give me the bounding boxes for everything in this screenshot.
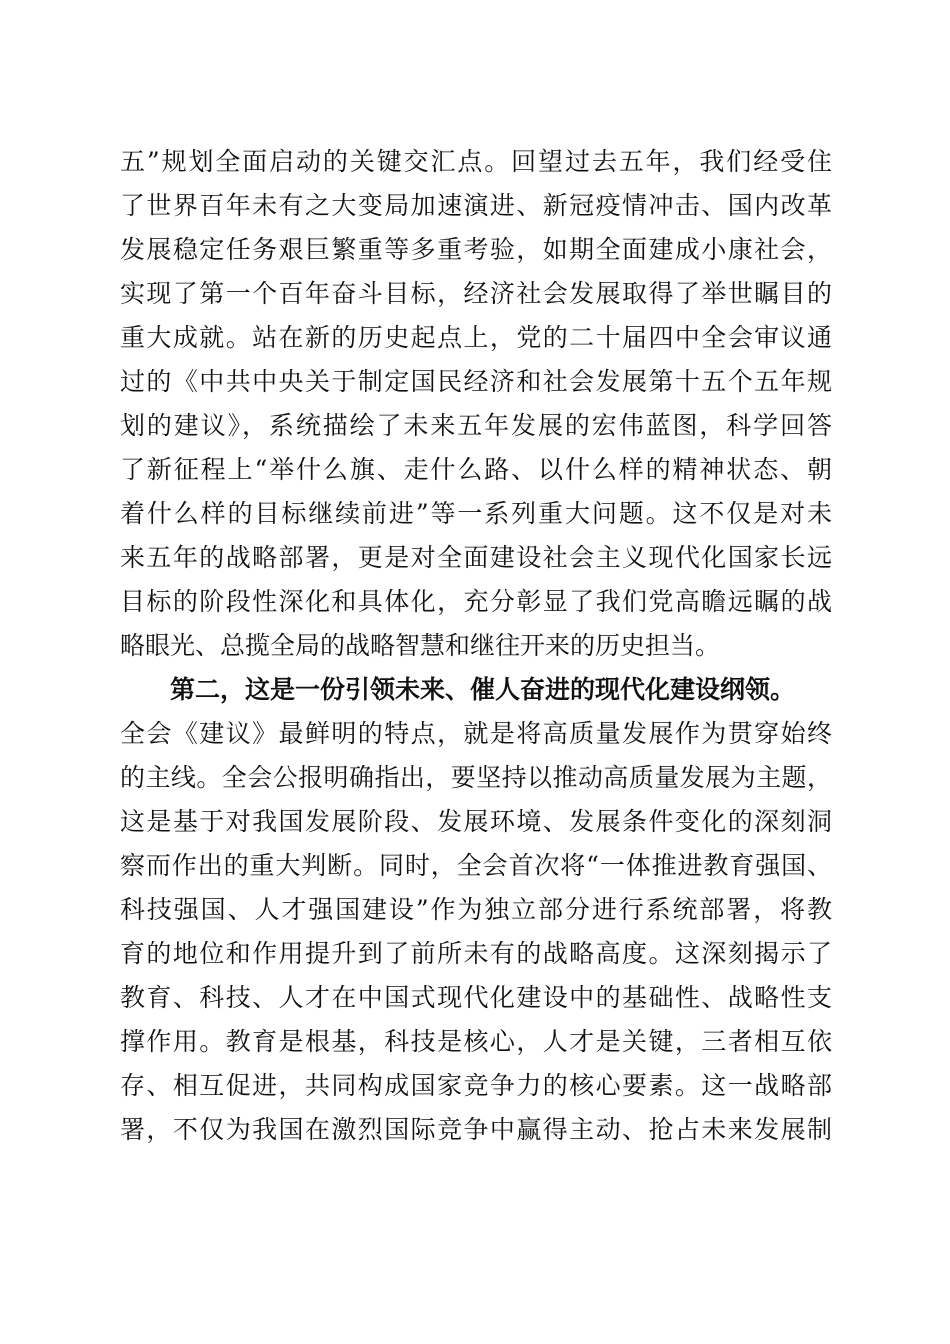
text-line: 着什么样的目标继续前进”等一系列重大问题。这不仅是对未: [120, 499, 832, 528]
section-heading: [120, 668, 832, 712]
text-line: 察而作出的重大判断。同时，全会首次将“一体推进教育强国、: [120, 851, 832, 880]
paragraph-2: [120, 668, 832, 1152]
text-line: 五”规划全面启动的关键交汇点。回望过去五年，我们经受住: [120, 147, 832, 176]
text-line: 科技强国、人才强国建设”作为独立部分进行系统部署，将教: [120, 895, 832, 924]
text-line: 教育、科技、人才在中国式现代化建设中的基础性、战略性支: [120, 983, 832, 1012]
text-line: 过的《中共中央关于制定国民经济和社会发展第十五个五年规: [120, 367, 832, 396]
text-line: 来五年的战略部署，更是对全面建设社会主义现代化国家长远: [120, 543, 832, 572]
text-line: 的主线。全会公报明确指出，要坚持以推动高质量发展为主题，: [120, 763, 832, 792]
text-line: 重大成就。站在新的历史起点上，党的二十届四中全会审议通: [120, 323, 832, 352]
text-line: 了新征程上“举什么旗、走什么路、以什么样的精神状态、朝: [120, 455, 832, 484]
text-line: 撑作用。教育是根基，科技是核心，人才是关键，三者相互依: [120, 1027, 832, 1056]
text-line: 略眼光、总揽全局的战略智慧和继往开来的历史担当。: [120, 631, 721, 660]
body-text: [120, 140, 832, 1152]
text-line: 育的地位和作用提升到了前所未有的战略高度。这深刻揭示了: [120, 939, 832, 968]
text-line: 这是基于对我国发展阶段、发展环境、发展条件变化的深刻洞: [120, 807, 832, 836]
text-line: 实现了第一个百年奋斗目标，经济社会发展取得了举世瞩目的: [120, 279, 832, 308]
text-line: 全会《建议》最鲜明的特点，就是将高质量发展作为贯穿始终: [120, 719, 832, 748]
text-line: 存、相互促进，共同构成国家竞争力的核心要素。这一战略部: [120, 1071, 832, 1100]
text-line: 署，不仅为我国在激烈国际竞争中赢得主动、抢占未来发展制: [120, 1115, 832, 1144]
paragraph-1: [120, 140, 832, 668]
section-heading-text: 第二，这是一份引领未来、催人奋进的现代化建设纲领。: [170, 675, 796, 704]
text-line: 划的建议》，系统描绘了未来五年发展的宏伟蓝图，科学回答: [120, 411, 832, 440]
text-line: 发展稳定任务艰巨繁重等多重考验，如期全面建成小康社会，: [120, 235, 832, 264]
text-line: 目标的阶段性深化和具体化，充分彰显了我们党高瞻远瞩的战: [120, 587, 832, 616]
text-line: 了世界百年未有之大变局加速演进、新冠疫情冲击、国内改革: [120, 191, 832, 220]
